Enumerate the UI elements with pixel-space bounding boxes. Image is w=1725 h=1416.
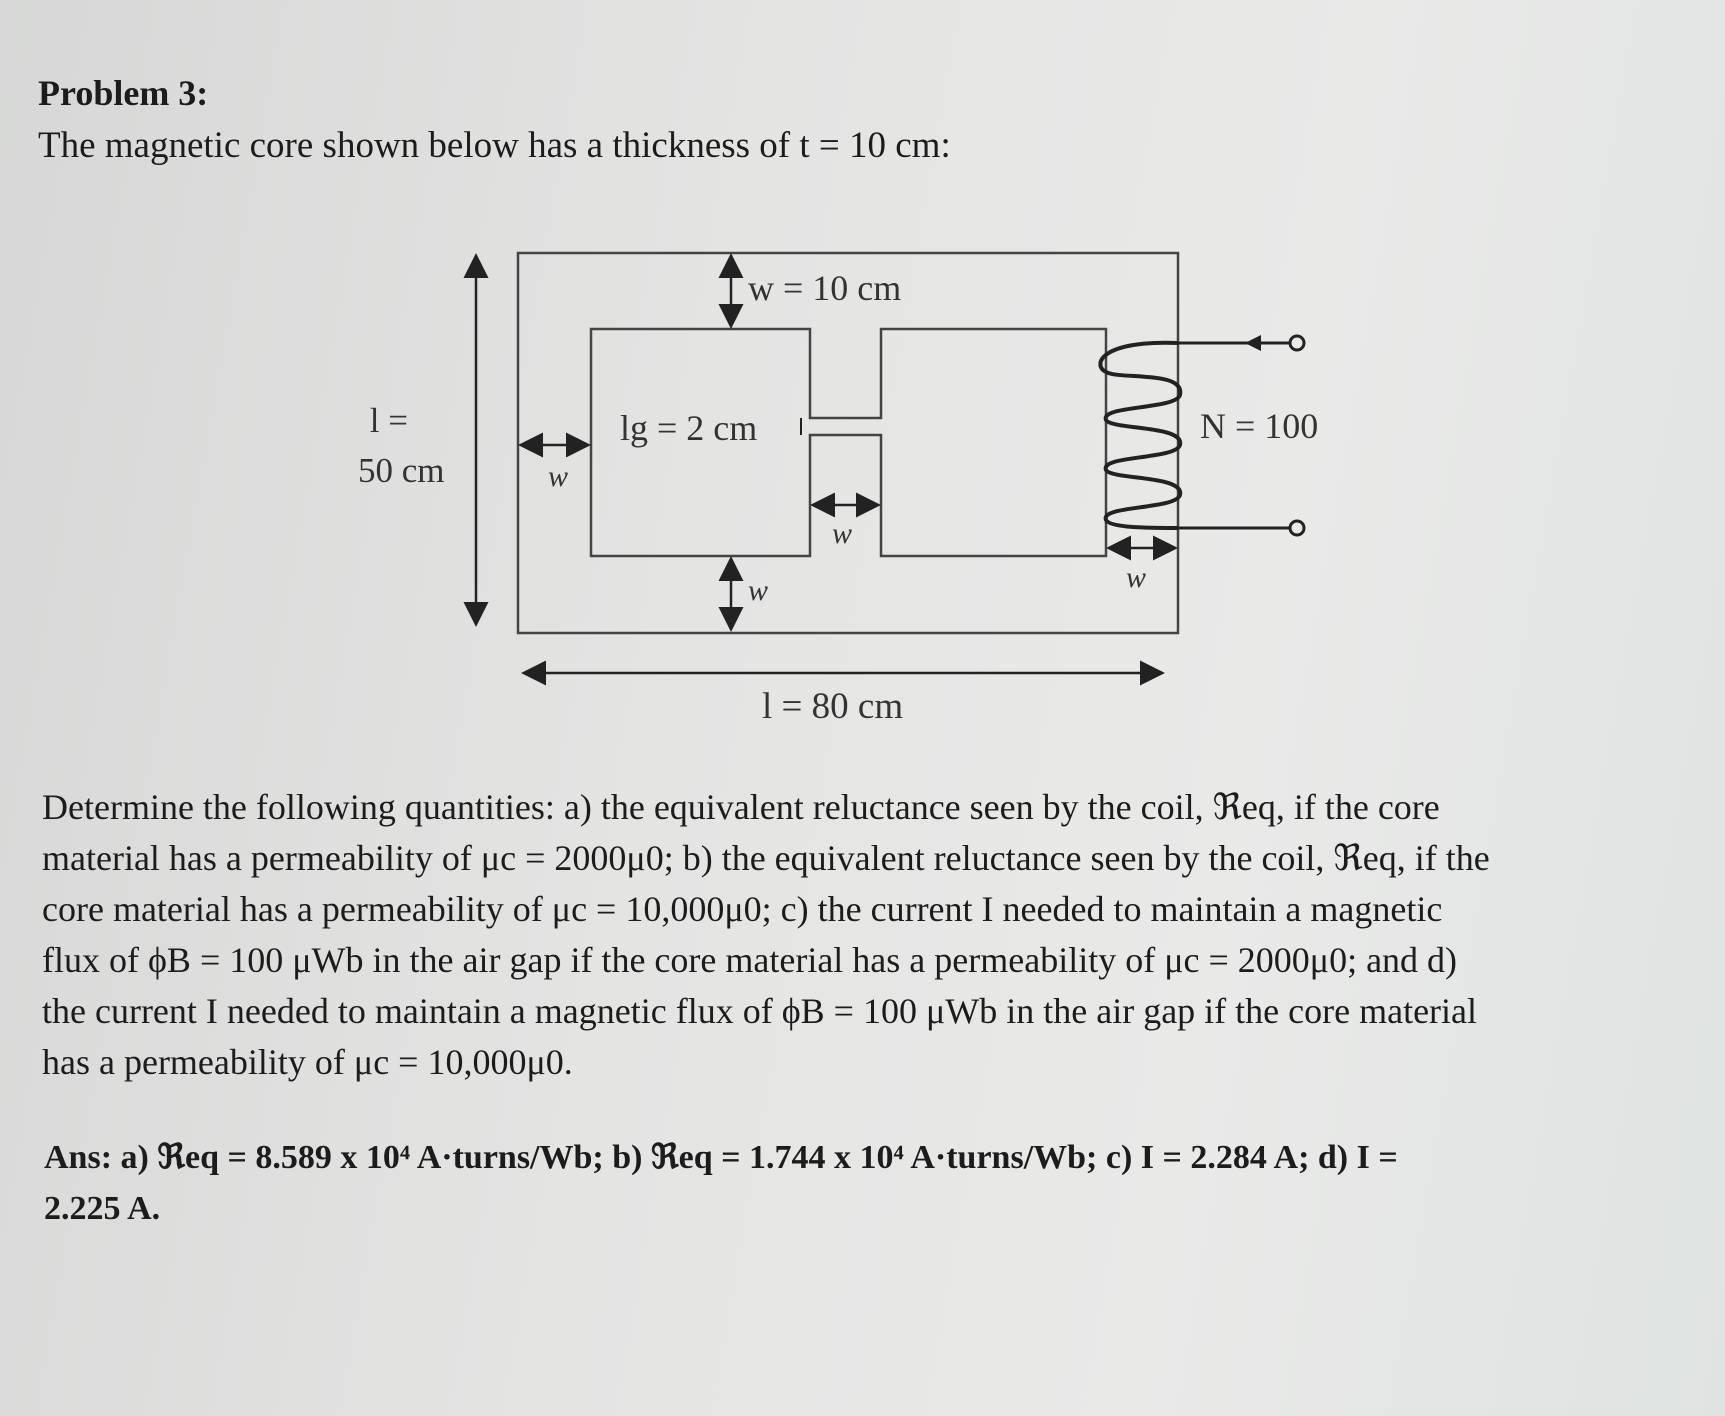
w-center-label: w (832, 517, 853, 550)
terminal-bottom (1290, 521, 1304, 535)
air-gap-label: lg = 2 cm (620, 408, 758, 448)
terminal-top (1290, 336, 1304, 350)
question-line: flux of ϕB = 100 μWb in the air gap if the core material has a permeability of μc = 2000μ0; and d) (42, 940, 1458, 980)
l-bottom-label: l = 80 cm (762, 686, 904, 727)
w-bottom-label: w (748, 574, 769, 607)
w-left-label: w (548, 460, 569, 493)
turns-label: N = 100 (1200, 406, 1319, 446)
answer-line: Ans: a) ℜeq = 8.589 x 10⁴ A·turns/Wb; b) ℜeq = 1.744 x 10⁴ A·turns/Wb; c) I = 2.284 A; d) I = (44, 1139, 1398, 1176)
question-line: Determine the following quantities: a) the equivalent reluctance seen by the coil, ℜeq, if the core (42, 787, 1440, 827)
problem-heading: Problem 3: (38, 73, 209, 113)
w-right-label: w (1126, 561, 1147, 594)
question-line: core material has a permeability of μc = 10,000μ0; c) the current I needed to maintain a magnetic (42, 889, 1443, 929)
l-left-label-2: 50 cm (358, 451, 445, 490)
core-outline (518, 253, 1178, 633)
problem-intro: The magnetic core shown below has a thickness of t = 10 cm: (38, 125, 951, 166)
question-line: the current I needed to maintain a magnetic flux of ϕB = 100 μWb in the air gap if the core material (42, 991, 1478, 1031)
answer-text (44, 1132, 1398, 1234)
question-text (42, 782, 1490, 1088)
question-line: material has a permeability of μc = 2000μ0; b) the equivalent reluctance seen by the coil, ℜeq, if the (42, 838, 1490, 878)
dimension-arrows (476, 258, 1173, 673)
w-top-label: w = 10 cm (748, 268, 902, 308)
l-left-label-1: l = (369, 401, 408, 440)
answer-line: 2.225 A. (44, 1190, 161, 1227)
question-line: has a permeability of μc = 10,000μ0. (42, 1042, 573, 1082)
